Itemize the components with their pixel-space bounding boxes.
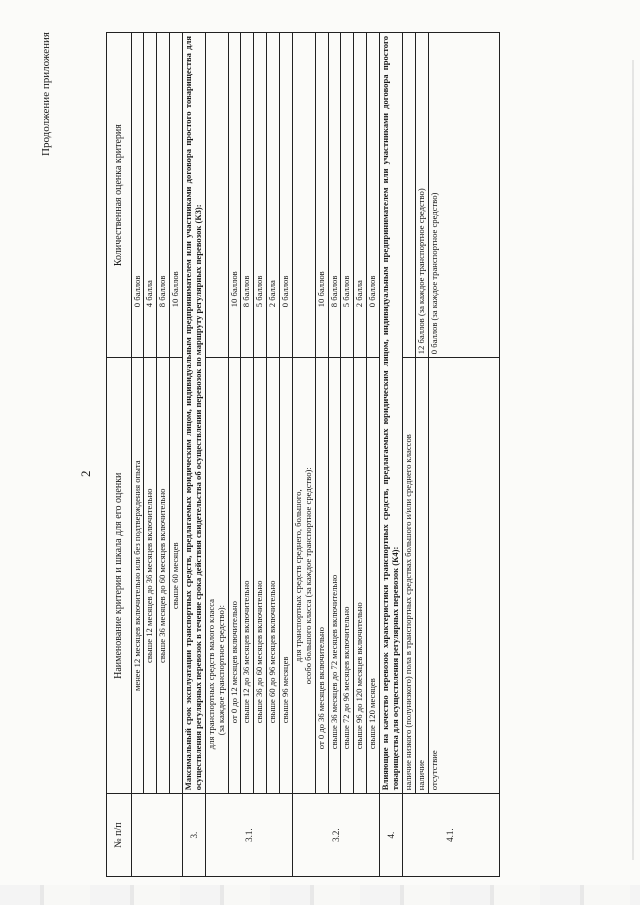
section-number: 4. bbox=[380, 794, 403, 877]
score-cell-empty bbox=[292, 33, 315, 358]
criterion-cell: от 0 до 12 месяцев включительно bbox=[228, 358, 241, 794]
score-cell: 8 баллов bbox=[328, 33, 341, 358]
scan-edge bbox=[632, 60, 634, 860]
table-row bbox=[367, 33, 380, 877]
table-row bbox=[241, 33, 254, 877]
score-cell-empty bbox=[205, 33, 228, 358]
continuation-label: Продолжение приложения bbox=[40, 32, 52, 156]
group-caption-line: для транспортных средств малого класса bbox=[205, 599, 216, 750]
table-row bbox=[267, 33, 280, 877]
table-row bbox=[415, 33, 428, 877]
table-row bbox=[254, 33, 267, 877]
criterion-cell: свыше 60 до 96 месяцев включительно bbox=[267, 358, 280, 794]
score-cell-empty bbox=[402, 33, 415, 358]
score-cell: 2 балла bbox=[267, 33, 280, 358]
table-row bbox=[341, 33, 354, 877]
num-cell-empty bbox=[131, 794, 183, 877]
criterion-cell: свыше 36 месяцев до 60 месяцев включительно bbox=[157, 358, 170, 794]
criterion-cell: свыше 120 месяцев bbox=[367, 358, 380, 794]
page-number: 2 bbox=[78, 470, 93, 477]
table-row bbox=[292, 33, 315, 877]
section-3-row bbox=[183, 33, 206, 877]
table-row bbox=[205, 33, 228, 877]
group-caption bbox=[205, 358, 228, 794]
section-number: 3.1. bbox=[205, 794, 292, 877]
score-cell: 8 баллов bbox=[157, 33, 170, 358]
group-caption-line: (за каждое транспортное средство): bbox=[215, 604, 226, 736]
score-cell: 0 баллов bbox=[367, 33, 380, 358]
section-number: 3.2. bbox=[292, 794, 379, 877]
criterion-cell: менее 12 месяцев включительно или без подтверждения опыта bbox=[131, 358, 144, 794]
score-cell: 0 баллов bbox=[131, 33, 144, 358]
criterion-cell: отсутствие bbox=[428, 358, 499, 794]
header-name: Наименование критерия и шкала для его оценки bbox=[107, 358, 132, 794]
group-caption-line: для транспортных средств среднего, большого, bbox=[292, 489, 303, 663]
criteria-table bbox=[106, 32, 500, 877]
header-score: Количественная оценка критерия bbox=[107, 33, 132, 358]
table-row bbox=[328, 33, 341, 877]
score-cell: 0 баллов bbox=[280, 33, 293, 358]
score-cell: 10 баллов bbox=[315, 33, 328, 358]
table-row bbox=[144, 33, 157, 877]
section-number: 4.1. bbox=[402, 794, 499, 877]
table-row bbox=[131, 33, 144, 877]
criterion-cell: свыше 36 до 60 месяцев включительно bbox=[254, 358, 267, 794]
score-cell: 10 баллов bbox=[170, 33, 183, 358]
criterion-cell: свыше 12 месяцев до 36 месяцев включительно bbox=[144, 358, 157, 794]
table-row bbox=[228, 33, 241, 877]
table-row bbox=[402, 33, 415, 877]
criterion-cell: свыше 72 до 96 месяцев включительно bbox=[341, 358, 354, 794]
score-cell: 5 баллов bbox=[341, 33, 354, 358]
table-row bbox=[315, 33, 328, 877]
group-caption bbox=[292, 358, 315, 794]
group-caption: наличие низкого (полунизкого) пола в транспортных средствах большого и/или среднего классов bbox=[402, 358, 415, 794]
table-row bbox=[428, 33, 499, 877]
section-title: Максимальный срок эксплуатации транспортных средств, предлагаемых юридическим лицом, индивидуальным предпринимателем или участниками договора простого товарищества для осуществления регулярных перевозок в течение срока действия свидетельства об осуществлении перевозок по маршруту регулярных перевозок (К3): bbox=[183, 33, 206, 794]
table-row bbox=[354, 33, 367, 877]
score-cell: 8 баллов bbox=[241, 33, 254, 358]
table-row bbox=[280, 33, 293, 877]
score-cell: 5 баллов bbox=[254, 33, 267, 358]
score-cell: 12 баллов (за каждое транспортное средство) bbox=[415, 33, 428, 358]
rotated-page bbox=[38, 17, 618, 877]
header-row bbox=[107, 33, 132, 877]
criterion-cell: свыше 96 месяцев bbox=[280, 358, 293, 794]
header-num: № п/п bbox=[107, 794, 132, 877]
criterion-cell: наличие bbox=[415, 358, 428, 794]
criterion-cell: свыше 96 до 120 месяцев включительно bbox=[354, 358, 367, 794]
score-cell: 2 балла bbox=[354, 33, 367, 358]
score-cell: 0 баллов (за каждое транспортное средство) bbox=[428, 33, 499, 358]
criterion-cell: от 0 до 36 месяцев включительно bbox=[315, 358, 328, 794]
criterion-cell: свыше 36 месяцев до 72 месяцев включительно bbox=[328, 358, 341, 794]
group-caption-line: особо большого класса (за каждое транспортное средство): bbox=[302, 467, 313, 685]
criterion-cell: свыше 12 до 36 месяцев включительно bbox=[241, 358, 254, 794]
score-cell: 4 балла bbox=[144, 33, 157, 358]
score-cell: 10 баллов bbox=[228, 33, 241, 358]
section-4-row bbox=[380, 33, 403, 877]
criterion-cell: свыше 60 месяцев bbox=[170, 358, 183, 794]
table-row bbox=[157, 33, 170, 877]
table-row bbox=[170, 33, 183, 877]
section-title: Влияющие на качество перевозок характеристики транспортных средств, предлагаемых юридическим лицом, индивидуальным предпринимателем или участниками договора простого товарищества для осуществления регулярных перевозок (К4): bbox=[380, 33, 403, 794]
section-number: 3. bbox=[183, 794, 206, 877]
scan-noise bbox=[0, 885, 640, 905]
